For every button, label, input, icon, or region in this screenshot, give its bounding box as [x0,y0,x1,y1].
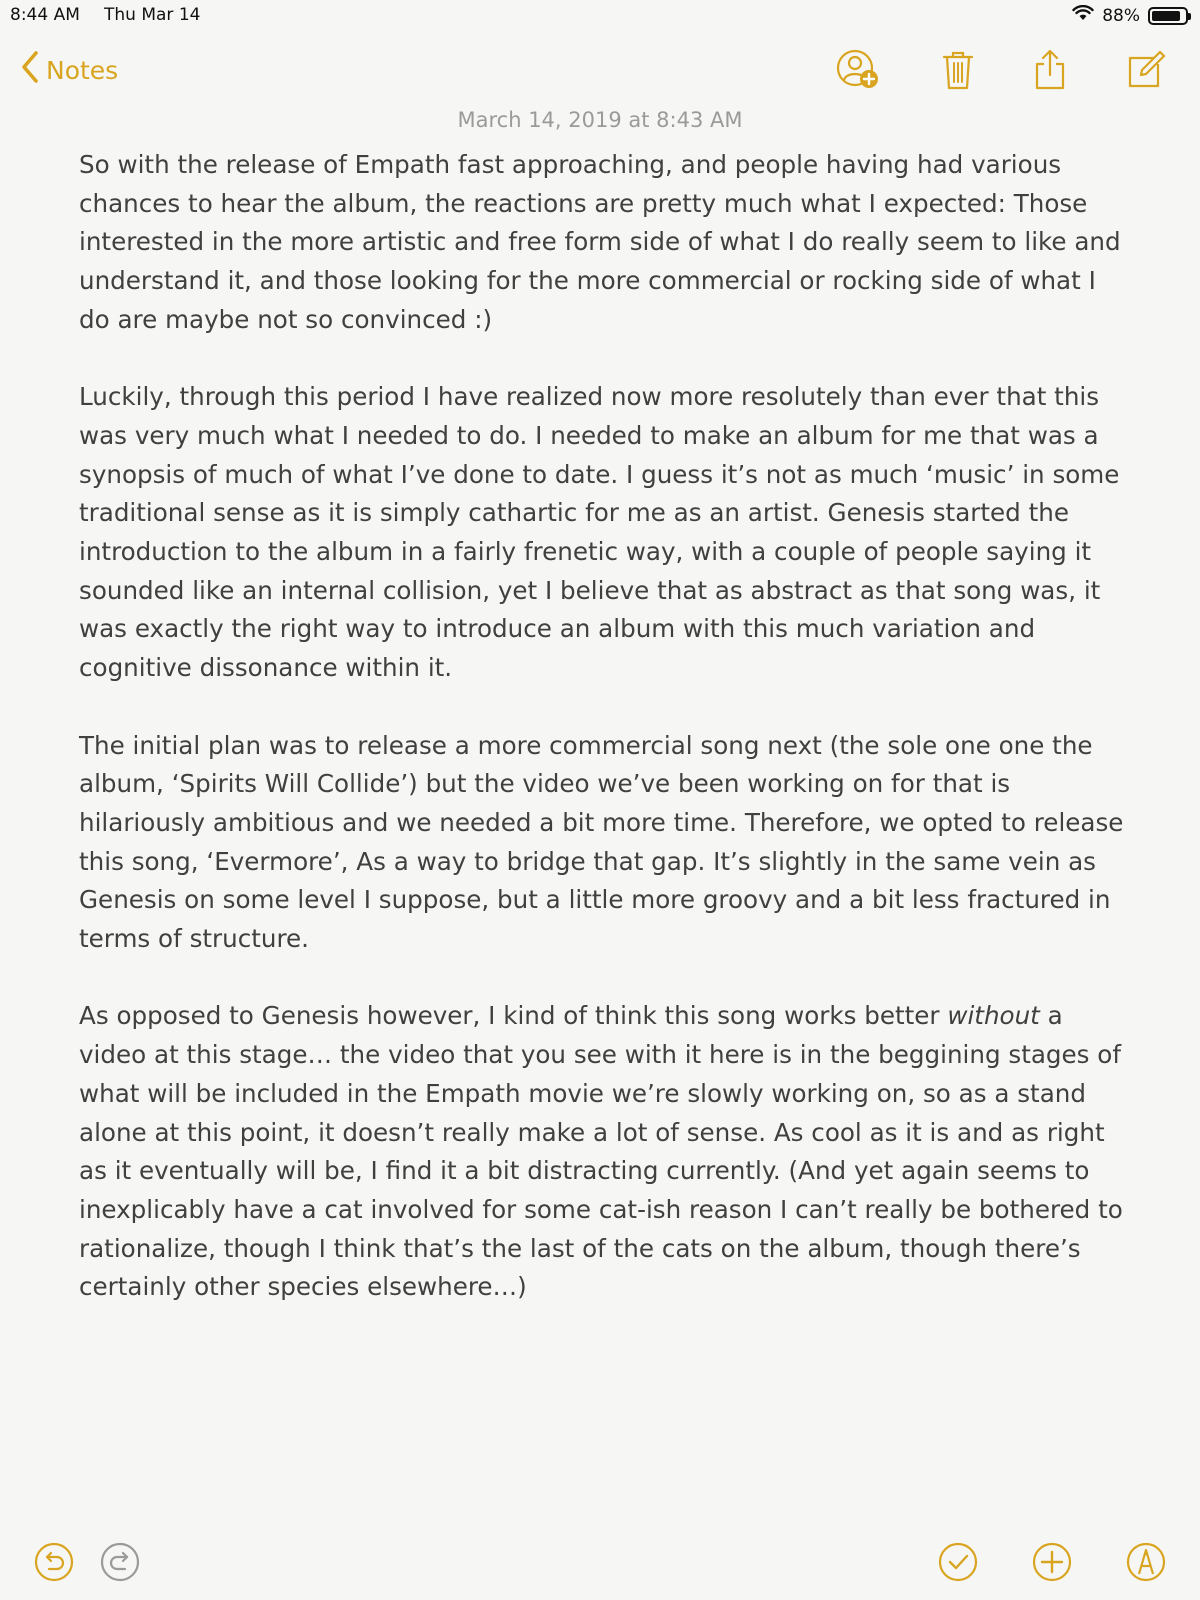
trash-icon[interactable] [936,48,980,92]
checklist-icon[interactable] [936,1540,980,1584]
note-paragraph [79,997,1124,1307]
battery-percent: 88% [1102,5,1140,26]
note-paragraph: So with the release of Empath fast approaching, and people having had various chances to hear the album, the reactions are pretty much what I expected: Those interested in the more artistic and free form side of what I do really seem to like and understand it, and those looking for the more commercial or rocking side of what I do are maybe not so convinced :) [79,150,1121,334]
note-emphasis: without [947,1001,1040,1031]
undo-icon[interactable] [32,1540,76,1584]
back-button-label: Notes [46,55,119,85]
note-paragraph: Luckily, through this period I have realized now more resolutely than ever that this was very much what I needed to do. I needed to make an album for me that was a synopsis of much of what I’ve done to date. I guess it’s not as much ‘music’ in some traditional sense as it is simply cathartic for me as an artist. Genesis started the introduction to the album in a fairly frenetic way, with a couple of people saying it sounded like an internal collision, yet I believe that as abstract as that song was, it was exactly the right way to introduce an album with this much variation and cognitive dissonance within it. [79,382,1120,683]
note-paragraph: The initial plan was to release a more commercial song next (the sole one one the album, ‘Spirits Will Collide’) but the video we’ve been working on for that is hilariously ambitious and we needed a bit more time. Therefore, we opted to release this song, ‘Evermore’, As a way to bridge that gap. It’s slightly in the same vein as Genesis on some level I suppose, but a little more groovy and a bit less fractured in terms of structure. [79,730,1124,954]
markup-icon[interactable] [1124,1540,1168,1584]
add-icon[interactable] [1030,1540,1074,1584]
redo-icon[interactable] [98,1540,142,1584]
note-text: a video at this stage… the video that you see with it here is in the beggining stages of what will be included in the Empath movie we’re slowly working on, so as a stand alone at this point, it doesn’t really make a lot of sense. As cool as it is and as right as it eventually will be, I find it a bit distracting currently. (And yet again seems to inexplicably have a cat involved for some cat-ish reason I can’t really be bothered to rationalize, though I think that’s the last of the cats on the album, though there’s certainly other species elsewhere…) [79,1001,1123,1302]
status-time: 8:44 AM [10,5,80,25]
status-indicators [1072,5,1188,26]
battery-fill [1152,11,1180,21]
compose-icon[interactable] [1124,48,1168,92]
chevron-left-icon [20,50,40,90]
note-text: As opposed to Genesis however, I kind of think this song works better [79,1001,948,1031]
status-bar [0,0,1200,30]
wifi-icon [1072,5,1094,26]
nav-bar [0,40,1200,100]
add-person-icon[interactable] [836,48,880,92]
battery-icon [1148,7,1188,25]
status-date: Thu Mar 14 [104,5,201,25]
note-date: March 14, 2019 at 8:43 AM [457,108,743,132]
back-button[interactable] [20,50,118,90]
share-icon[interactable] [1028,48,1072,92]
note-body[interactable] [79,146,1124,1346]
